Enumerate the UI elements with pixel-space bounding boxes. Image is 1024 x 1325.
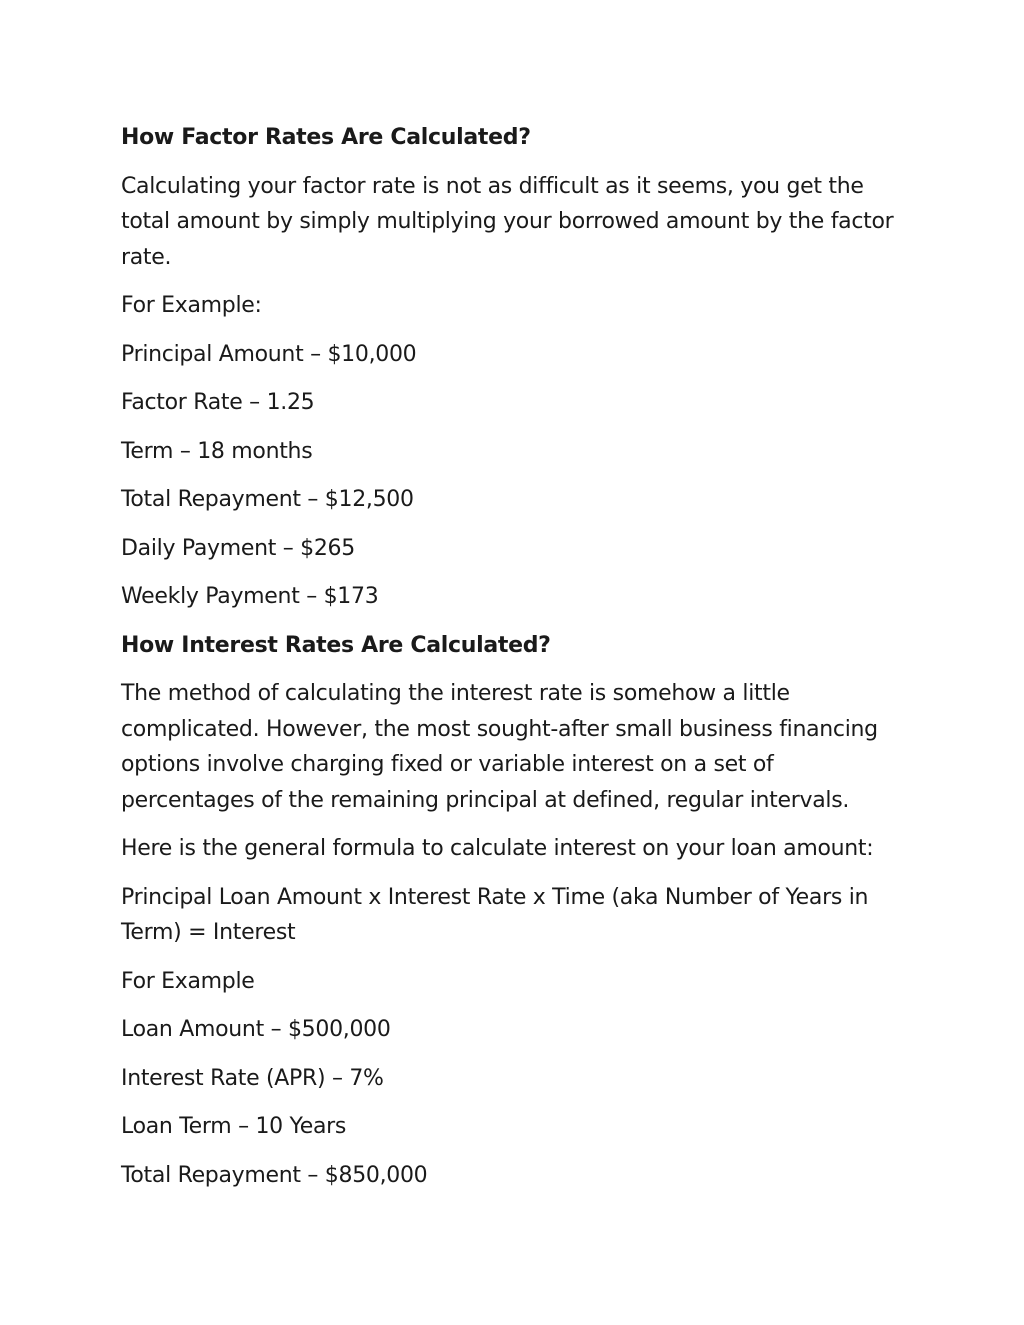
loan-term-line: Loan Term – 10 Years (121, 1114, 347, 1139)
factor-example-label: For Example: (121, 293, 262, 318)
interest-formula: Principal Loan Amount x Interest Rate x Time (aka Number of Years in Term) = Interest (121, 884, 869, 945)
interest-rates-heading: How Interest Rates Are Calculated? (121, 632, 551, 658)
interest-example-label: For Example (121, 968, 255, 994)
total-repayment-line: Total Repayment – $12,500 (121, 487, 414, 512)
weekly-payment-line: Weekly Payment – $173 (121, 584, 379, 609)
loan-amount-line: Loan Amount – $500,000 (121, 1017, 391, 1042)
daily-payment-line: Daily Payment – $265 (121, 535, 355, 561)
factor-rate-line: Factor Rate – 1.25 (121, 390, 315, 415)
interest-total-repayment-line: Total Repayment – $850,000 (121, 1162, 428, 1188)
principal-amount-line: Principal Amount – $10,000 (121, 341, 417, 367)
term-line: Term – 18 months (121, 438, 313, 464)
factor-rates-intro: Calculating your factor rate is not as difficult as it seems, you get the total amount by simply multiplying your borrowed amount by the factor rate. (121, 173, 894, 270)
formula-intro: Here is the general formula to calculate interest on your loan amount: (121, 836, 874, 861)
factor-rates-heading: How Factor Rates Are Calculated? (121, 125, 531, 150)
interest-rate-line: Interest Rate (APR) – 7% (121, 1065, 384, 1091)
interest-rates-intro: The method of calculating the interest rate is somehow a little complicated. However, the most sought-after small business financing options involve charging fixed or variable interest on a set of percentages of the remaining principal at defined, regular intervals. (121, 681, 878, 813)
document-page (121, 120, 911, 1206)
